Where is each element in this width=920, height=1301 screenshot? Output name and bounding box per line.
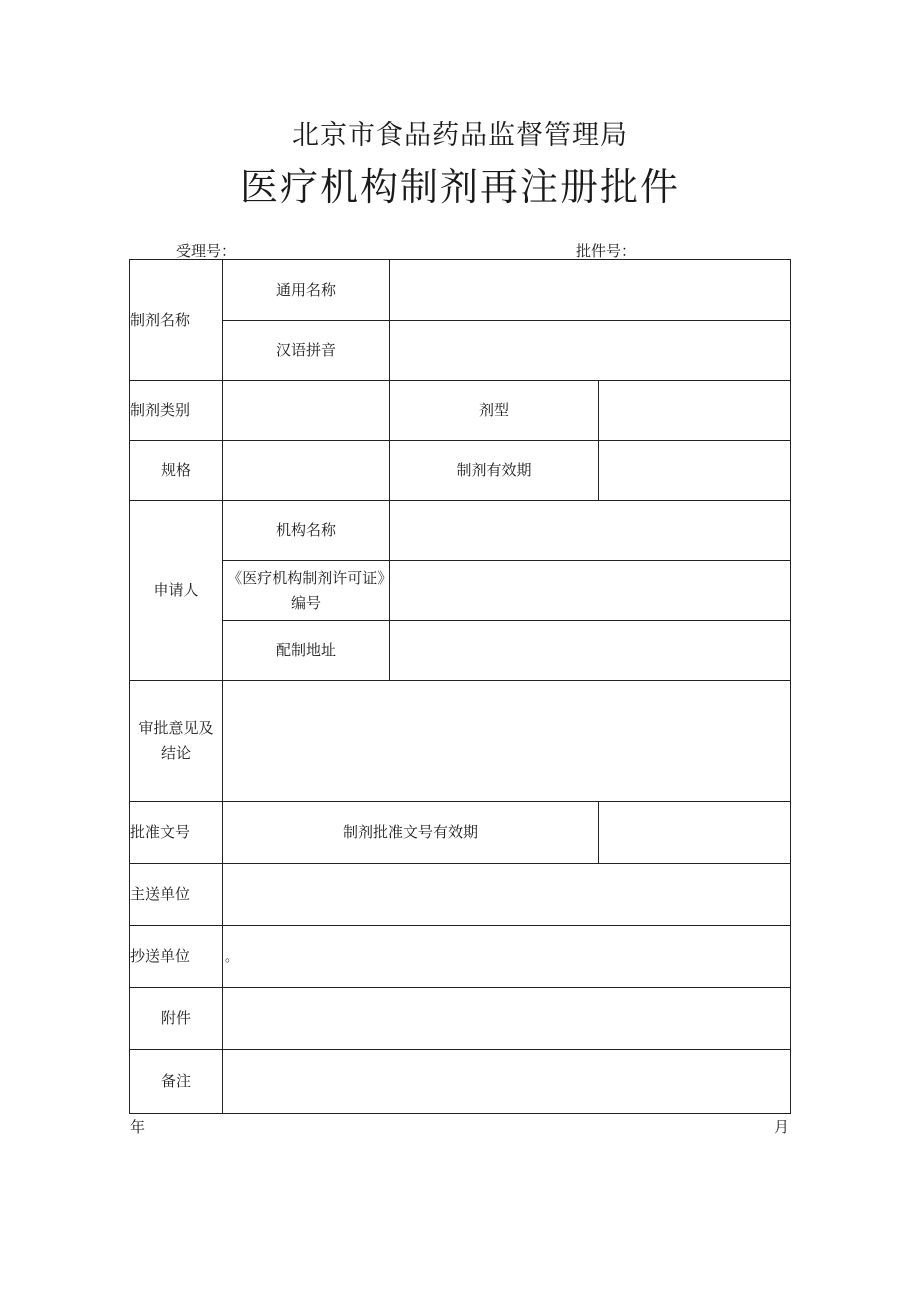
specification-value [223,441,390,501]
preparation-category-label: 制剂类别 [130,381,223,441]
preparation-name-label: 制剂名称 [130,260,223,381]
generic-name-value [390,260,791,321]
preparation-category-value [223,381,390,441]
main-recipient-value [223,864,791,926]
attachments-label: 附件 [130,988,223,1050]
opinion-value [223,681,791,802]
month-label: 月 [774,1118,790,1136]
attachments-value [223,988,791,1050]
license-number-label: 《医疗机构制剂许可证》编号 [223,561,390,621]
approval-validity-label: 制剂批准文号有效期 [223,802,599,864]
document-title: 医疗机构制剂再注册批件 [239,165,680,209]
applicant-label: 申请人 [130,501,223,681]
institution-name-label: 机构名称 [223,501,390,561]
approval-number-row-label: 批准文号 [130,802,223,864]
specification-label: 规格 [130,441,223,501]
cc-recipient-label: 抄送单位 [130,926,223,988]
main-recipient-label: 主送单位 [130,864,223,926]
address-label: 配制地址 [223,621,390,681]
remarks-label: 备注 [130,1050,223,1114]
approval-validity-value [599,802,791,864]
acceptance-number-label: 受理号： [176,242,237,260]
address-value [390,621,791,681]
validity-period-value [599,441,791,501]
license-number-value [390,561,791,621]
dosage-form-label: 剂型 [390,381,599,441]
approval-number-label: 批件号： [576,242,637,260]
opinion-label: 审批意见及结论 [130,681,223,802]
issuing-organization: 北京市食品药品监督管理局 [292,120,628,151]
year-label: 年 [130,1118,146,1136]
institution-name-value [390,501,791,561]
cc-mark: 。 [225,949,239,965]
registration-form [129,259,791,1114]
validity-period-label: 制剂有效期 [390,441,599,501]
cc-recipient-value [223,926,791,988]
pinyin-value [390,321,791,381]
dosage-form-value [599,381,791,441]
pinyin-label: 汉语拼音 [223,321,390,381]
remarks-value [223,1050,791,1114]
generic-name-label: 通用名称 [223,260,390,321]
